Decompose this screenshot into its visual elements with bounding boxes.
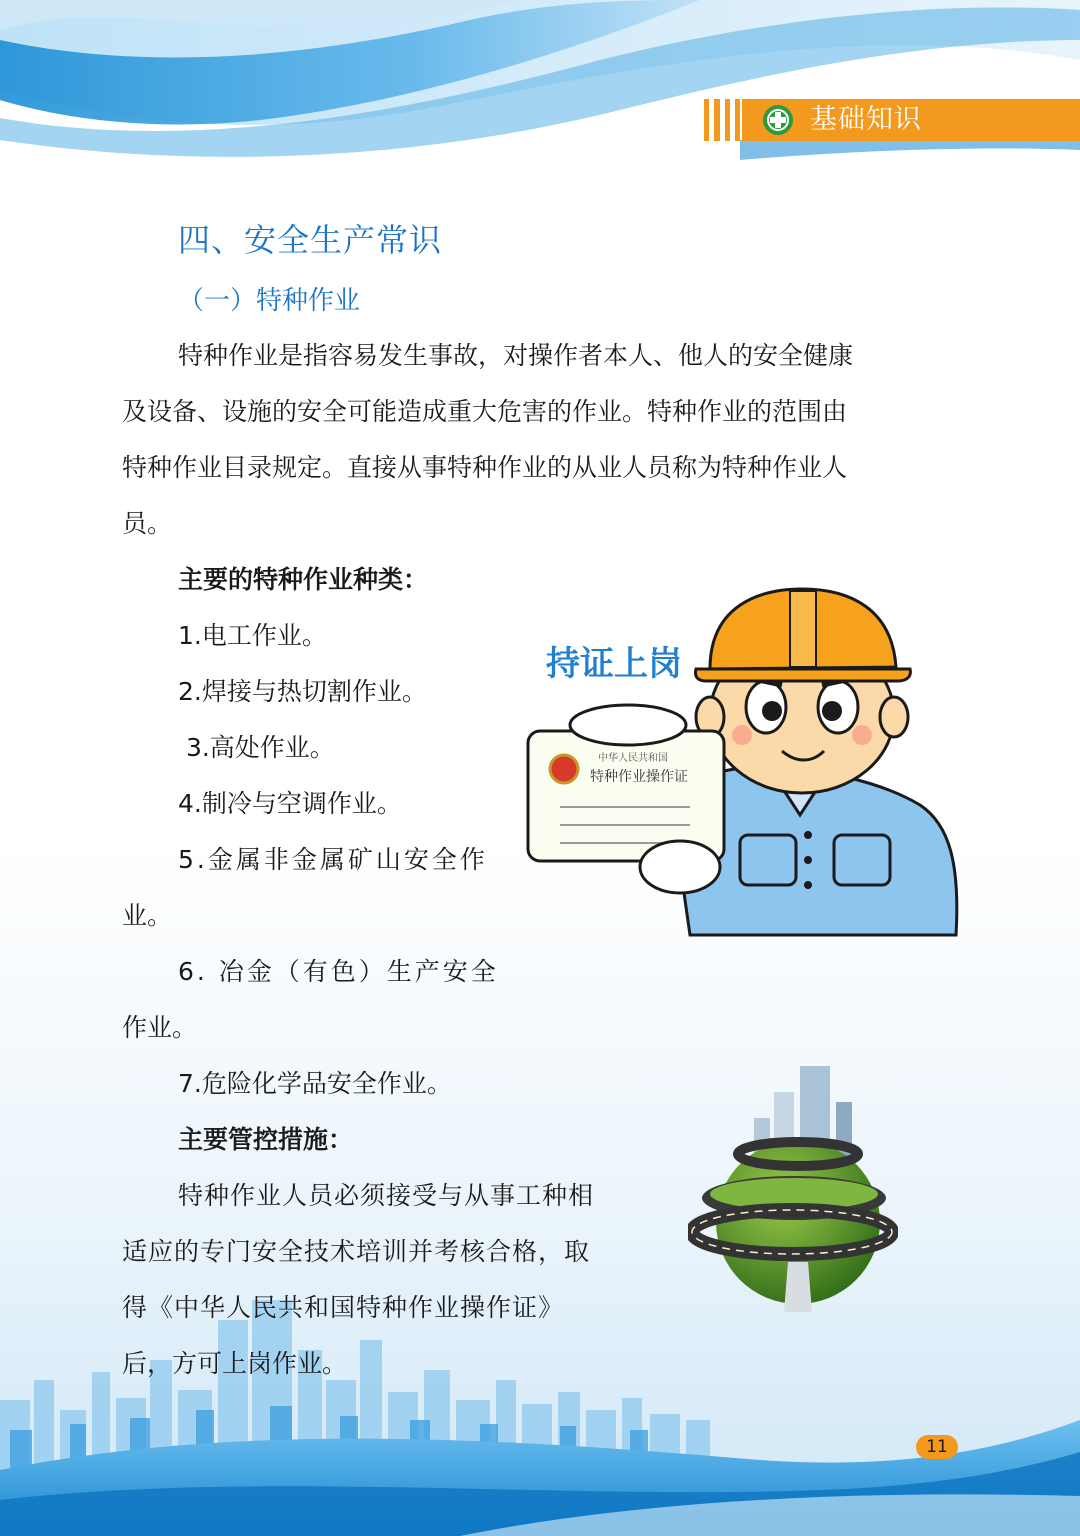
tab-stripes	[704, 99, 740, 141]
header-section-tab	[704, 99, 1080, 141]
types-heading: 主要的特种作业种类：	[178, 565, 429, 594]
list-item: 4.制冷与空调作业。	[178, 789, 402, 818]
types-list	[122, 552, 499, 1112]
slogan-text: 持证上岗	[546, 644, 682, 684]
section-title: 四、安全生产常识	[178, 221, 443, 259]
intro-line: 特种作业是指容易发生事故，对操作者本人、他人的安全健康	[178, 341, 854, 370]
measures-line: 得《中华人民共和国特种作业操作证》	[122, 1293, 565, 1322]
intro-paragraph	[122, 328, 853, 552]
list-item: 3.高处作业。	[178, 733, 335, 762]
card-line-2: 特种作业操作证	[590, 769, 688, 785]
header-tab-label: 基础知识	[810, 104, 922, 135]
section-subtitle: （一）特种作业	[178, 286, 361, 316]
measures-line: 后，方可上岗作业。	[122, 1349, 348, 1378]
measures-paragraph	[122, 1112, 594, 1392]
intro-line: 员。	[122, 509, 173, 538]
list-item: 5.金属非金属矿山安全作	[178, 845, 488, 874]
list-item: 7.危险化学品安全作业。	[178, 1069, 452, 1098]
green-city-globe-illustration	[688, 1062, 898, 1312]
list-item: 2.焊接与热切割作业。	[178, 677, 427, 706]
safety-cross-icon	[762, 104, 794, 136]
list-item: 6. 冶金（有色）生产安全	[178, 957, 499, 986]
intro-line: 及设备、设施的安全可能造成重大危害的作业。特种作业的范围由	[122, 397, 848, 426]
page-number-badge: 11	[916, 1435, 958, 1459]
intro-line: 特种作业目录规定。直接从事特种作业的从业人员称为特种作业人	[122, 453, 848, 482]
list-item: 1.电工作业。	[178, 621, 327, 650]
measures-line: 特种作业人员必须接受与从事工种相	[178, 1181, 595, 1210]
measures-heading: 主要管控措施：	[178, 1125, 354, 1154]
certified-worker-illustration	[520, 585, 960, 937]
list-item: 业。	[122, 901, 173, 930]
list-item: 作业。	[122, 1013, 198, 1042]
card-line-1: 中华人民共和国	[598, 753, 668, 764]
measures-line: 适应的专门安全技术培训并考核合格，取	[122, 1237, 591, 1266]
